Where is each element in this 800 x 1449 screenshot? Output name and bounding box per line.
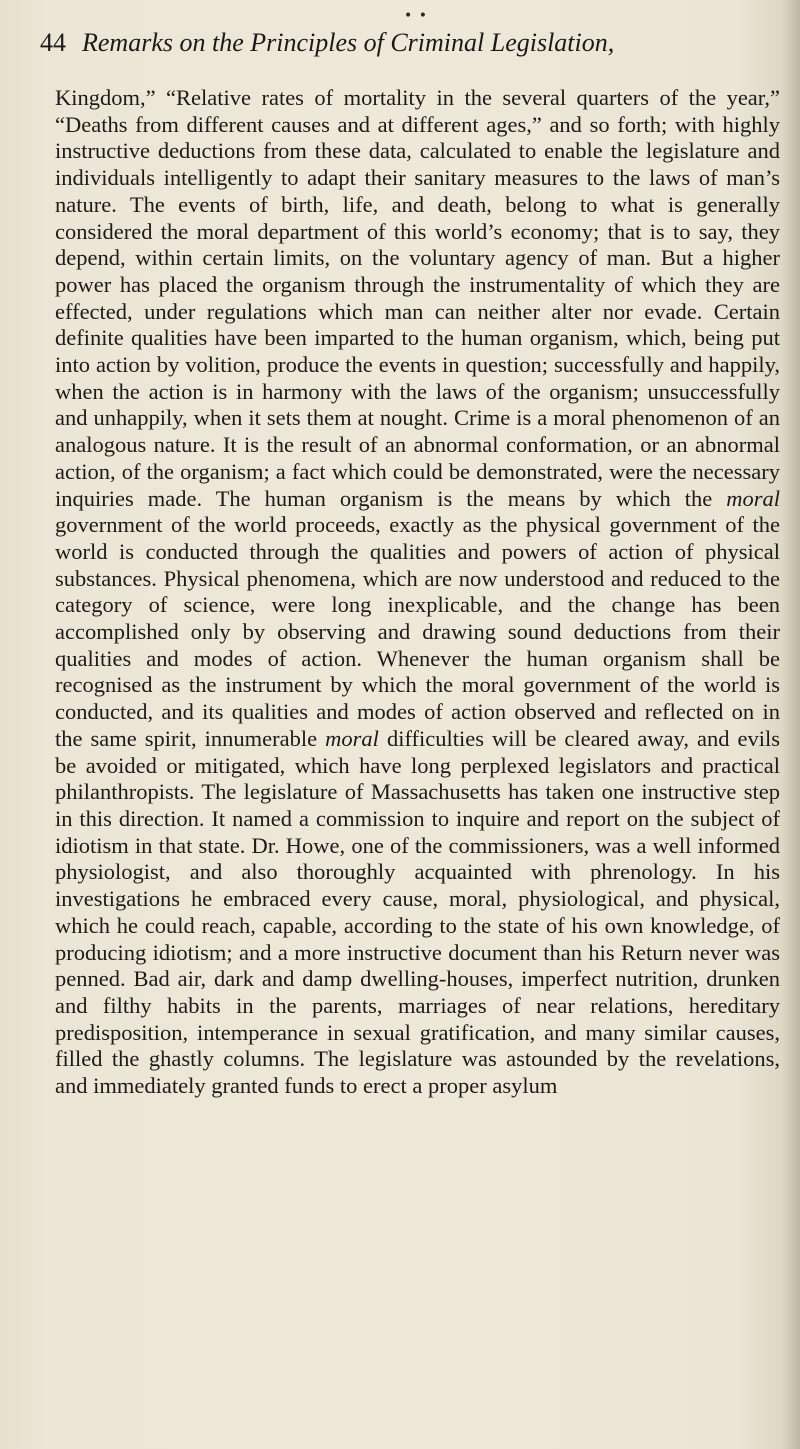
body-text-segment-2: government of the world proceeds, exactly as the physical government of the world is conducted through the qualities and powers of action of physical substances. Physical phenomena, which are now understood and reduced to the category of science, were long inexplicable, and the change has been accomplished only by observing and drawing sound deductions from their qualities and modes of action. Whenever the human organism shall be recognised as the instrument by which the moral government of the world is conducted, and its qualities and modes of action observed and reflected on in the same spirit, innumerable [55,512,780,751]
emphasis-moral-2: moral [325,725,379,751]
emphasis-moral-1: moral [726,485,780,511]
page-number: 44 [40,28,66,57]
running-head [40,28,760,64]
body-text-segment-3: difficulties will be cleared away, and evils be avoided or mitigated, which have long perplexed legislators and practical philanthropists. The legislature of Massachusetts has taken one instructive step in this direction. It named a commission to inquire and report on the subject of idiotism in that state. Dr. Howe, one of the commissioners, was a well informed physiologist, and also thoroughly acquainted with phrenology. In his investigations he embraced every cause, moral, physiological, and physical, which he could reach, capable, according to the state of his own knowledge, of producing idiotism; and a more instructive document than his Return never was penned. Bad air, dark and damp dwelling-houses, imperfect nutrition, drunken and filthy habits in the parents, marriages of near relations, hereditary predisposition, intemperance in sexual gratification, and many similar causes, filled the ghastly columns. The legislature was astounded by the revelations, and immediately granted funds to erect a proper asylum [55,725,780,1099]
printer-mark: • • [404,8,428,24]
running-title: Remarks on the Principles of Criminal Legislation, [82,28,615,57]
body-paragraph [55,85,780,1100]
page-edge-shadow [782,0,800,1449]
body-text-segment-1: Kingdom,” “Relative rates of mortality in the several quarters of the year,” “Deaths from different causes and at different ages,” and so forth; with highly instructive deductions from these data, calculated to enable the legislature and individuals intelligently to adapt their sanitary measures to the laws of man’s nature. The events of birth, life, and death, belong to what is generally considered the moral department of this world’s economy; that is to say, they depend, within certain limits, on the voluntary agency of man. But a higher power has placed the organism through the instrumentality of which they are effected, under regulations which man can neither alter nor evade. Certain definite qualities have been imparted to the human organism, which, being put into action by volition, produce the events in question; successfully and happily, when the action is in harmony with the laws of the organism; unsuccessfully and unhappily, when it sets them at nought. Crime is a moral phenomenon of an analogous nature. It is the result of an abnormal conformation, or an abnormal action, of the organism; a fact which could be demonstrated, were the necessary inquiries made. The human organism is the means by which the [55,85,780,511]
